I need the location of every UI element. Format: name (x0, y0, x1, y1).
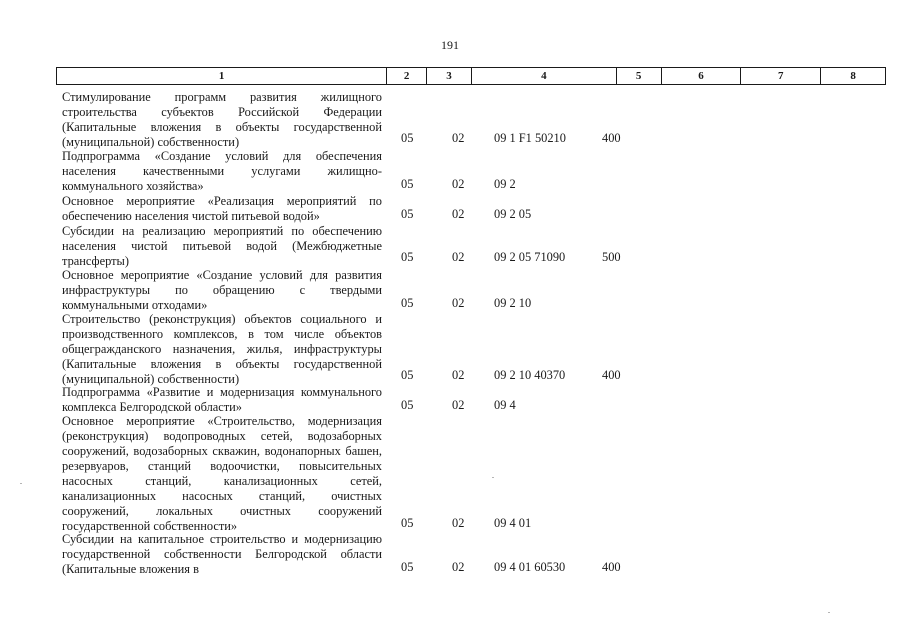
cell-section: 05 (401, 177, 414, 191)
row-description: Стимулирование программ развития жилищного строительства субъектов Российской Федерации (Капитальные вложения в объекты государственной (муниципальной) собственности) (62, 90, 382, 149)
cell-subsection: 02 (452, 368, 465, 382)
scan-speck (492, 477, 494, 478)
cell-target-code: 09 1 F1 50210 (494, 131, 566, 145)
row-description: Подпрограмма «Развитие и модернизация коммунального комплекса Белгородской области» (62, 385, 382, 414)
page-number: 191 (441, 38, 459, 52)
cell-target-code: 09 2 10 (494, 296, 532, 310)
row-description: Подпрограмма «Создание условий для обеспечения населения качественными услугами жилищно-коммунального хозяйства» (62, 149, 382, 193)
cell-target-code: 09 2 10 40370 (494, 368, 566, 382)
table-header (56, 67, 886, 85)
cell-target-code: 09 2 05 71090 (494, 250, 566, 264)
header-col-1: 1 (57, 68, 387, 84)
cell-target-code: 09 4 01 (494, 516, 532, 530)
cell-expense-type: 400 (602, 131, 621, 145)
header-col-2: 2 (387, 68, 427, 84)
cell-section: 05 (401, 516, 414, 530)
cell-section: 05 (401, 398, 414, 412)
cell-target-code: 09 4 (494, 398, 516, 412)
row-description: Субсидии на реализацию мероприятий по обеспечению населения чистой питьевой водой (Межбюджетные трансферты) (62, 224, 382, 268)
cell-section: 05 (401, 131, 414, 145)
row-description: Основное мероприятие «Создание условий для развития инфраструктуры по обращению с твердыми коммунальными отходами» (62, 268, 382, 312)
header-col-3: 3 (427, 68, 472, 84)
row-description: Строительство (реконструкция) объектов социального и производственного комплексов, в том числе объектов общегражданского назначения, жилья, инфраструктуры (Капитальные вложения в объекты государственной (муниципальной) собственности) (62, 312, 382, 386)
row-description: Субсидии на капитальное строительство и модернизацию государственной собственности Белгородской области (Капитальные вложения в (62, 532, 382, 576)
cell-section: 05 (401, 560, 414, 574)
header-col-6: 6 (662, 68, 742, 84)
cell-section: 05 (401, 207, 414, 221)
cell-subsection: 02 (452, 250, 465, 264)
scan-speck (828, 612, 830, 613)
cell-subsection: 02 (452, 296, 465, 310)
row-description: Основное мероприятие «Реализация мероприятий по обеспечению населения чистой питьевой водой» (62, 194, 382, 223)
header-col-5: 5 (617, 68, 662, 84)
row-description: Основное мероприятие «Строительство, модернизация (реконструкция) водопроводных сетей, водозаборных сооружений, водозаборных скважин, водонапорных башен, резервуаров, станций водоочистки, повысительных насосных станций, канализационных сетей, канализационных насосных станций, очистных сооружений, локальных очистных сооружений государственной собственности» (62, 414, 382, 533)
cell-target-code: 09 4 01 60530 (494, 560, 566, 574)
cell-expense-type: 400 (602, 368, 621, 382)
header-col-4: 4 (472, 68, 617, 84)
cell-subsection: 02 (452, 516, 465, 530)
cell-target-code: 09 2 (494, 177, 516, 191)
cell-subsection: 02 (452, 177, 465, 191)
cell-target-code: 09 2 05 (494, 207, 532, 221)
cell-expense-type: 500 (602, 250, 621, 264)
cell-section: 05 (401, 250, 414, 264)
cell-subsection: 02 (452, 398, 465, 412)
cell-expense-type: 400 (602, 560, 621, 574)
cell-subsection: 02 (452, 560, 465, 574)
header-col-7: 7 (741, 68, 821, 84)
header-col-8: 8 (850, 70, 856, 82)
cell-subsection: 02 (452, 131, 465, 145)
scan-speck (20, 483, 22, 484)
cell-section: 05 (401, 368, 414, 382)
cell-subsection: 02 (452, 207, 465, 221)
cell-section: 05 (401, 296, 414, 310)
